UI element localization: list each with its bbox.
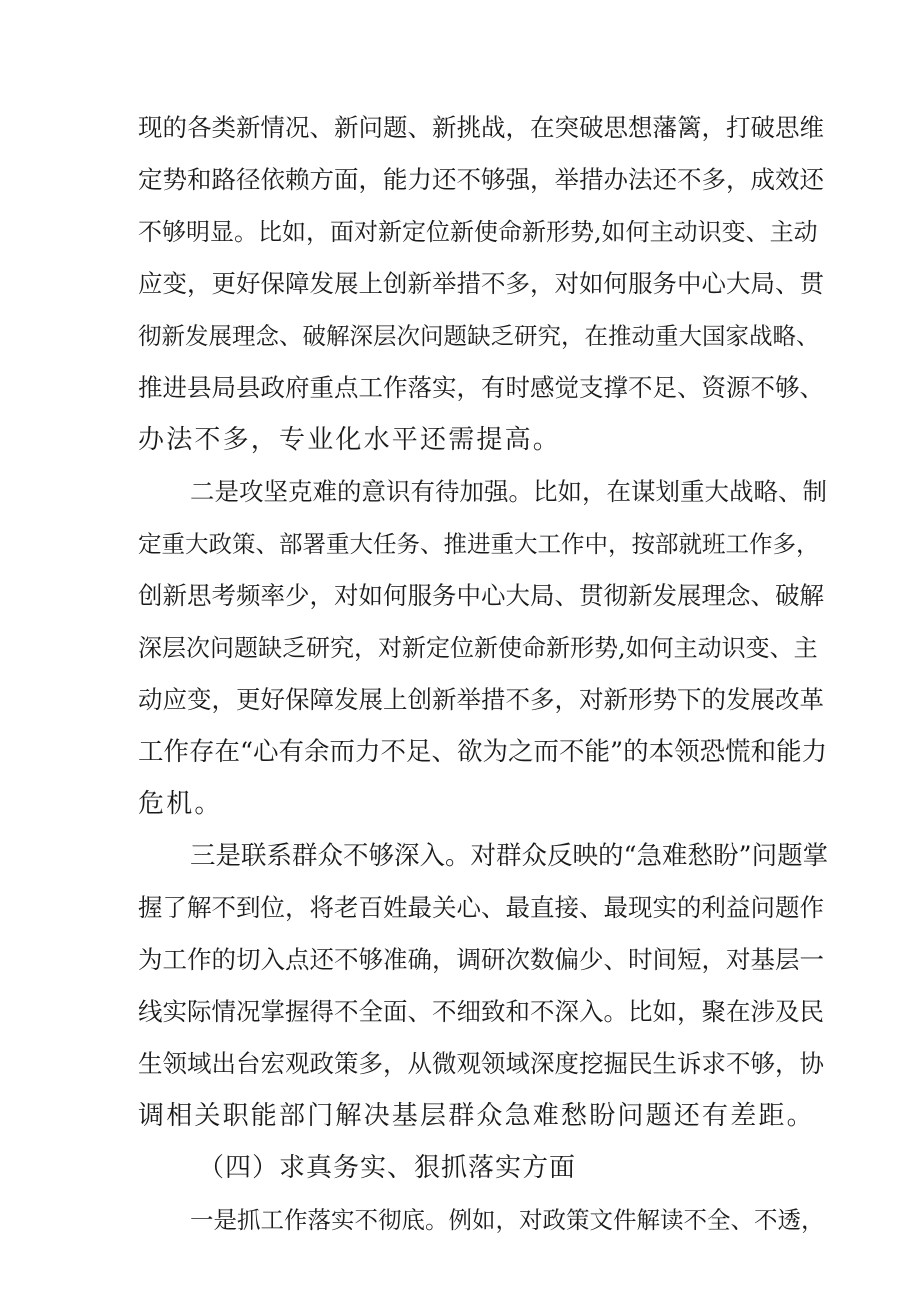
paragraph-1-line-1: 现的各类新情况、新问题、新挑战，在突破思想藩篱，打破思维 (138, 113, 824, 142)
paragraph-2-line-2: 定重大政策、部署重大任务、推进重大工作中，按部就班工作多， (138, 530, 820, 558)
paragraph-2-line-4: 深层次问题缺乏研究，对新定位新使命新形势,如何主动识变、主 (138, 634, 818, 662)
paragraph-2-line-7: 危机。 (138, 789, 223, 819)
paragraph-1-line-6: 推进县局县政府重点工作落实，有时感觉支撑不足、资源不够、 (138, 373, 824, 402)
section-heading: （四）求真务实、狠抓落实方面 (198, 1153, 577, 1183)
paragraph-3-line-1: 三是联系群众不够深入。对群众反映的“急难愁盼”问题掌 (190, 841, 829, 871)
paragraph-1-line-7: 办法不多，专业化水平还需提高。 (138, 425, 562, 455)
paragraph-3-line-4: 线实际情况掌握得不全面、不细致和不深入。比如，聚在涉及民 (138, 997, 824, 1026)
paragraph-3-line-3: 为工作的切入点还不够准确，调研次数偏少、时间短，对基层一 (138, 945, 824, 974)
paragraph-4-line-1: 一是抓工作落实不彻底。例如，对政策文件解读不全、不透， (190, 1206, 825, 1234)
paragraph-3-line-2: 握了解不到位，将老百姓最关心、最直接、最现实的利益问题作 (138, 893, 824, 922)
paragraph-2-line-5: 动应变，更好保障发展上创新举措不多，对新形势下的发展改革 (138, 685, 824, 714)
paragraph-2-line-3: 创新思考频率少，对如何服务中心大局、贯彻新发展理念、破解 (138, 581, 824, 610)
paragraph-1-line-4: 应变，更好保障发展上创新举措不多，对如何服务中心大局、贯 (138, 269, 824, 298)
paragraph-2-line-6: 工作存在“心有余而力不足、欲为之而不能”的本领恐慌和能力 (138, 737, 828, 767)
paragraph-1-line-5: 彻新发展理念、破解深层次问题缺乏研究，在推动重大国家战略、 (138, 322, 820, 350)
paragraph-3-line-5: 生领域出台宏观政策多，从微观领域深度挖掘民生诉求不够，协 (138, 1049, 824, 1078)
paragraph-1-line-3: 不够明显。比如，面对新定位新使命新形势,如何主动识变、主动 (138, 218, 818, 246)
paragraph-3-line-6: 调相关职能部门解决基层群众急难愁盼问题还有差距。 (138, 1101, 815, 1131)
paragraph-2-line-1: 二是攻坚克难的意识有待加强。比如，在谋划重大战略、制 (190, 477, 827, 506)
paragraph-1-line-2: 定势和路径依赖方面，能力还不够强，举措办法还不多，成效还 (138, 165, 824, 194)
